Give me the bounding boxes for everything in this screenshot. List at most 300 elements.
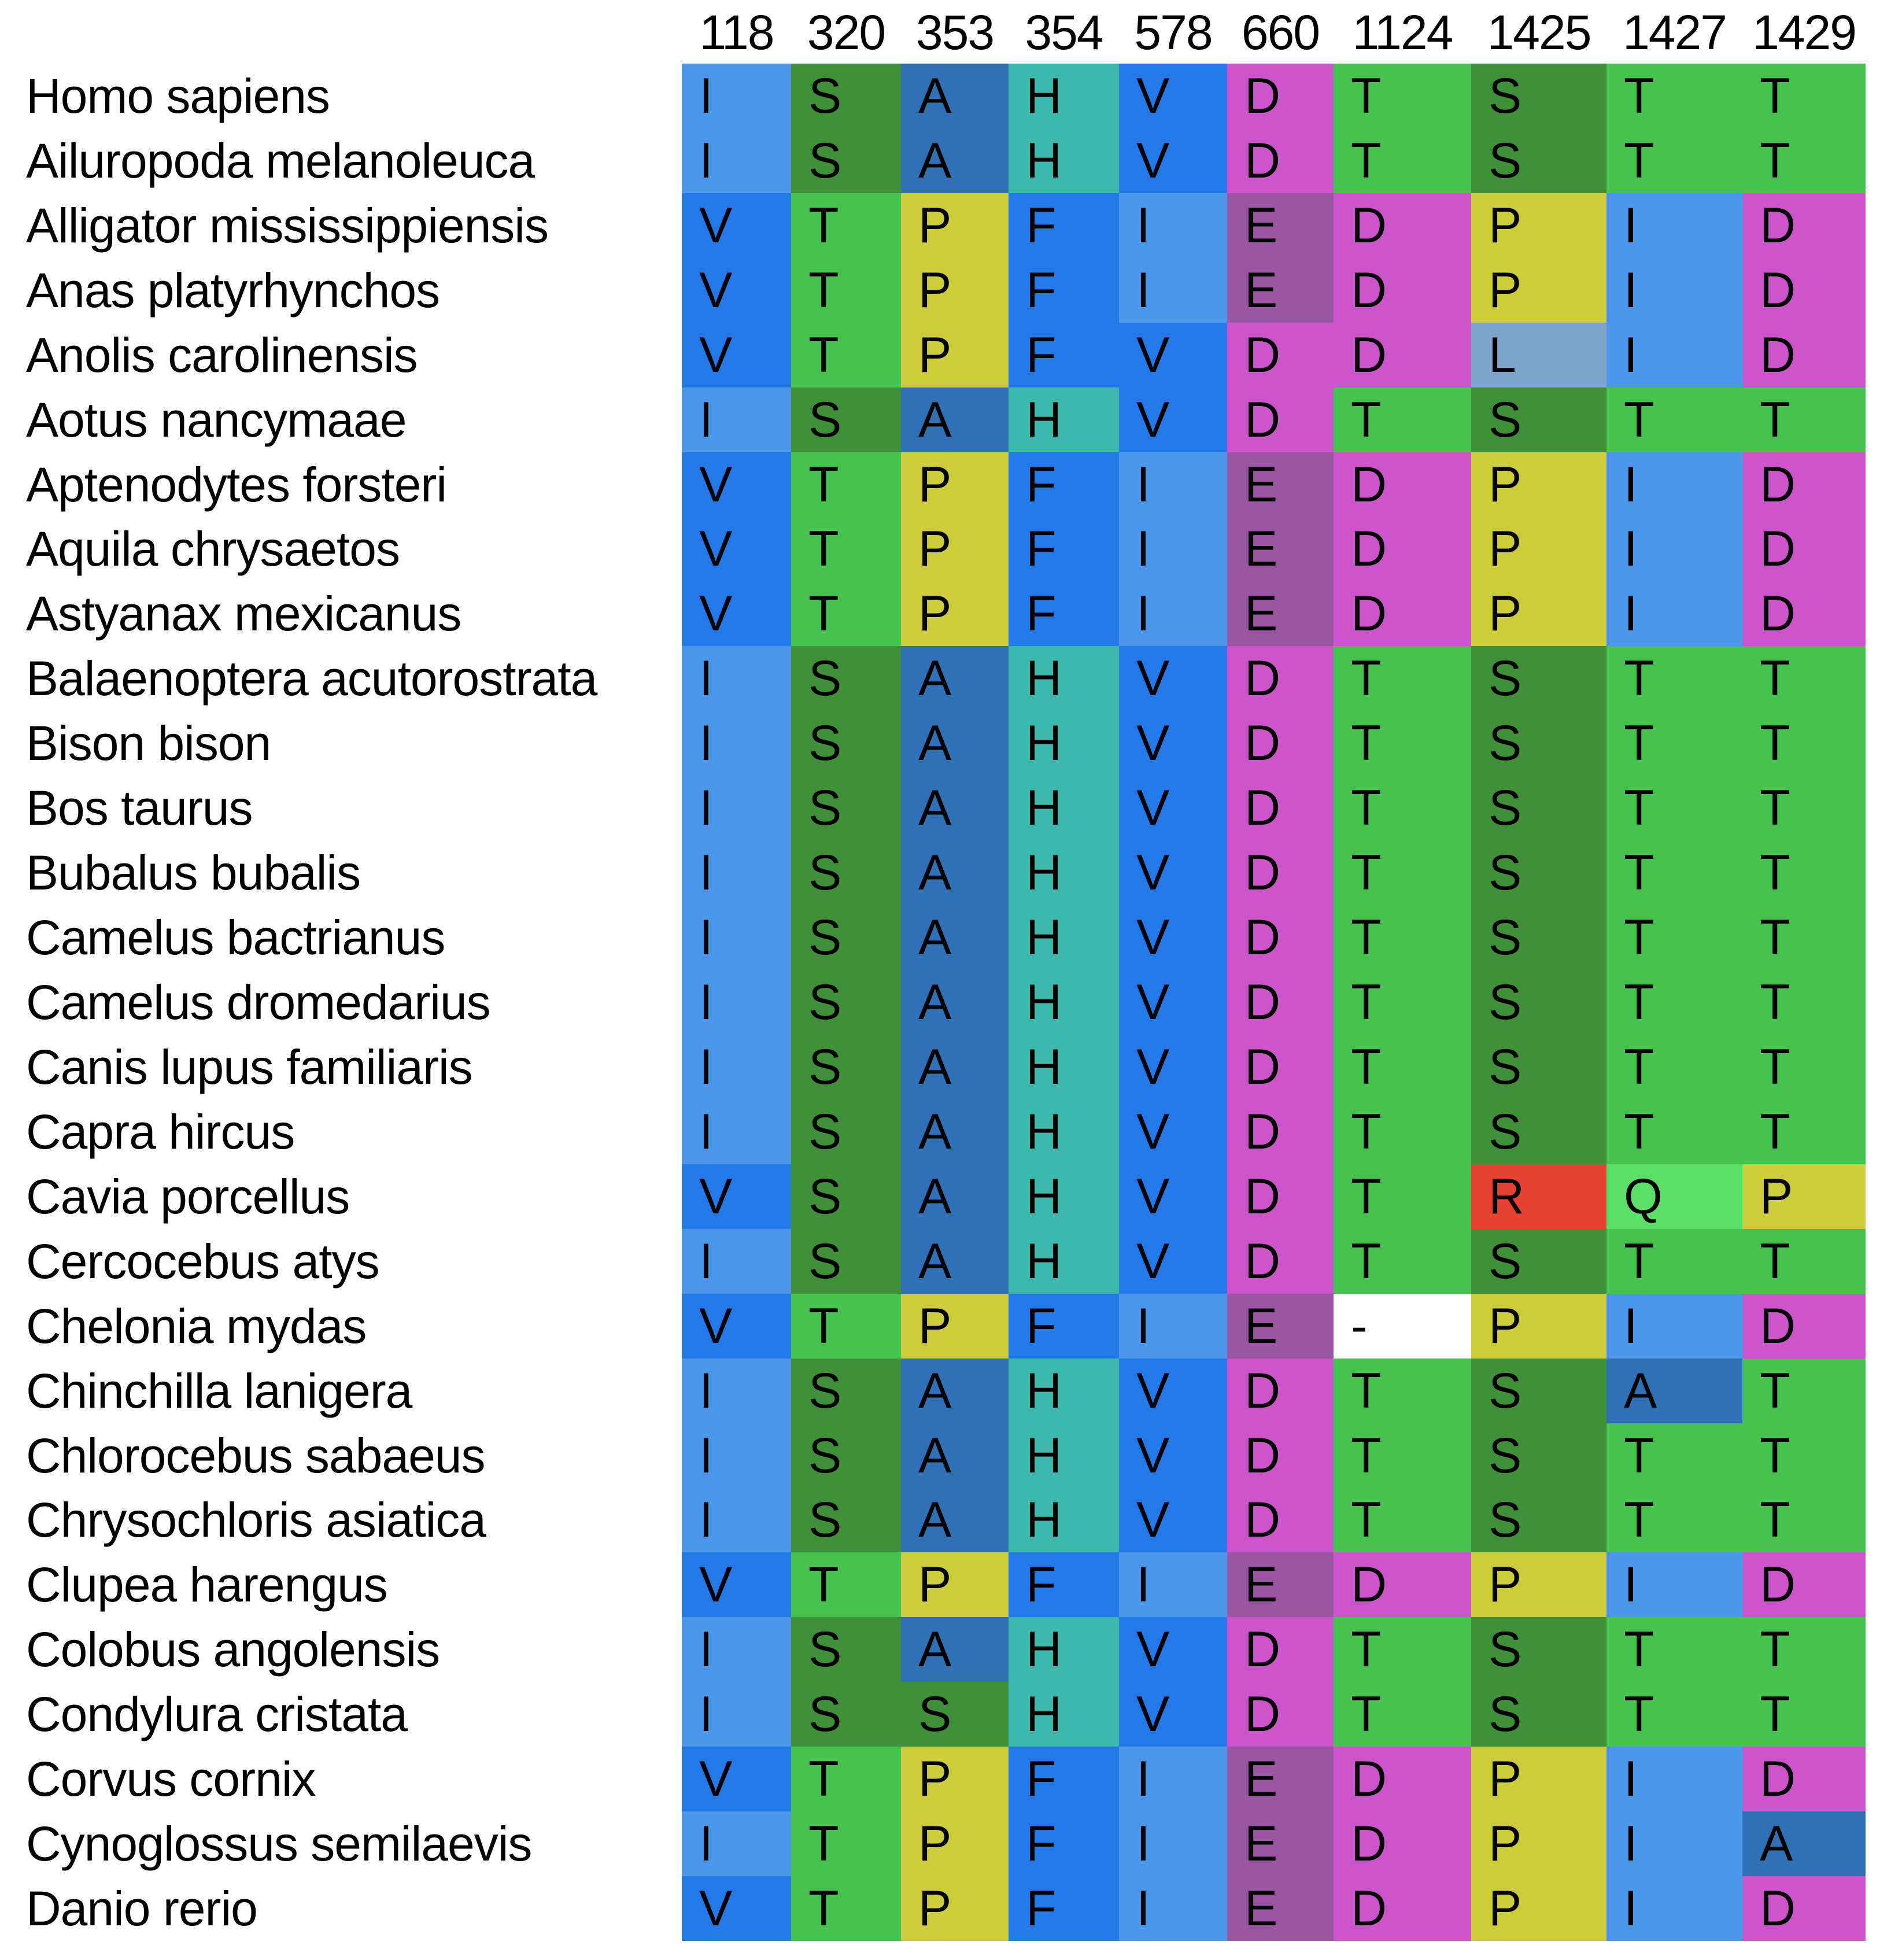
residue-cell: T <box>791 1294 901 1359</box>
residue-cell: A <box>901 1487 1009 1552</box>
residue-cell: T <box>1742 1229 1866 1294</box>
residue-cell: V <box>1119 64 1227 128</box>
residue-cell: A <box>901 1423 1009 1488</box>
position-label: 660 <box>1241 5 1320 60</box>
residue-cell: T <box>1606 1423 1742 1488</box>
residue-cell: V <box>1119 1164 1227 1229</box>
residue-cell: P <box>901 1552 1009 1617</box>
residue-cell: D <box>1227 1487 1334 1552</box>
residue-cell: F <box>1009 581 1119 646</box>
residue-cell: L <box>1471 323 1606 387</box>
species-name: Chrysochloris asiatica <box>26 1493 486 1548</box>
residue-cell: P <box>901 1294 1009 1359</box>
residue-cell: I <box>1606 1552 1742 1617</box>
residue-cell: A <box>901 1229 1009 1294</box>
residue-cell: E <box>1227 258 1334 323</box>
residue-cell: T <box>1742 64 1866 128</box>
residue-cell: T <box>1334 387 1471 452</box>
residue-cell: V <box>1119 128 1227 193</box>
residue-cell: T <box>791 258 901 323</box>
residue-cell: I <box>1606 1747 1742 1811</box>
residue-cell: H <box>1009 387 1119 452</box>
residue-cell: E <box>1227 581 1334 646</box>
residue-cell: P <box>1471 1552 1606 1617</box>
residue-cell: D <box>1334 581 1471 646</box>
residue-cell: D <box>1227 323 1334 387</box>
residue-cell: I <box>682 1682 791 1747</box>
residue-cell: T <box>1742 1359 1866 1423</box>
residue-cell: I <box>1606 323 1742 387</box>
residue-cell: S <box>791 1487 901 1552</box>
residue-cell: A <box>901 387 1009 452</box>
residue-cell: A <box>901 776 1009 840</box>
residue-cell: S <box>1471 1035 1606 1099</box>
residue-cell: I <box>1606 581 1742 646</box>
residue-cell: T <box>1742 1487 1866 1552</box>
position-label: 320 <box>807 5 885 60</box>
species-name: Chinchilla lanigera <box>26 1363 412 1418</box>
residue-cell: T <box>1742 711 1866 776</box>
residue-cell: V <box>1119 1229 1227 1294</box>
residue-cell: T <box>1742 840 1866 905</box>
residue-cell: I <box>1119 1747 1227 1811</box>
residue-cell: P <box>901 452 1009 517</box>
residue-cell: H <box>1009 970 1119 1035</box>
residue-cell: A <box>901 1164 1009 1229</box>
species-name: Homo sapiens <box>26 68 330 123</box>
residue-cell: V <box>1119 905 1227 970</box>
residue-cell: T <box>1606 970 1742 1035</box>
residue-cell: P <box>901 1876 1009 1941</box>
residue-cell: T <box>1334 970 1471 1035</box>
residue-cell: S <box>791 1617 901 1682</box>
residue-cell: T <box>1742 646 1866 711</box>
residue-cell: P <box>1471 1747 1606 1811</box>
residue-cell: S <box>791 1229 901 1294</box>
residue-cell: I <box>1119 1811 1227 1876</box>
residue-cell: V <box>1119 776 1227 840</box>
residue-cell: V <box>682 1164 791 1229</box>
residue-cell: V <box>1119 1682 1227 1747</box>
residue-cell: A <box>901 1099 1009 1164</box>
residue-cell: S <box>1471 646 1606 711</box>
residue-cell: F <box>1009 517 1119 582</box>
residue-cell: D <box>1227 64 1334 128</box>
residue-cell: V <box>1119 1487 1227 1552</box>
residue-cell: S <box>791 128 901 193</box>
species-name: Anolis carolinensis <box>26 327 418 382</box>
residue-cell: T <box>1606 646 1742 711</box>
residue-cell: T <box>1742 1099 1866 1164</box>
residue-cell: I <box>1606 452 1742 517</box>
residue-cell: E <box>1227 193 1334 258</box>
residue-cell: D <box>1334 258 1471 323</box>
residue-cell: V <box>1119 1423 1227 1488</box>
residue-cell: S <box>1471 1229 1606 1294</box>
residue-cell: D <box>1227 776 1334 840</box>
species-name: Balaenoptera acutorostrata <box>26 651 597 706</box>
species-name: Corvus cornix <box>26 1752 316 1807</box>
species-name-column <box>26 64 682 1941</box>
residue-cell: I <box>1119 1294 1227 1359</box>
species-name: Cavia porcellus <box>26 1169 350 1224</box>
residue-cell: F <box>1009 1552 1119 1617</box>
residue-cell: D <box>1742 517 1866 582</box>
residue-cell: T <box>1334 64 1471 128</box>
species-name: Danio rerio <box>26 1881 257 1936</box>
residue-cell: D <box>1742 323 1866 387</box>
residue-cell: E <box>1227 452 1334 517</box>
residue-cell: T <box>1334 1359 1471 1423</box>
residue-cell: T <box>1606 64 1742 128</box>
residue-cell: D <box>1742 581 1866 646</box>
residue-cell: V <box>1119 387 1227 452</box>
position-label: 1425 <box>1487 5 1591 60</box>
residue-cell: H <box>1009 128 1119 193</box>
residue-cell: A <box>901 1035 1009 1099</box>
residue-cell: V <box>682 258 791 323</box>
position-label: 118 <box>699 5 774 60</box>
residue-cell: P <box>1471 452 1606 517</box>
species-name: Condylura cristata <box>26 1687 407 1742</box>
residue-cell: S <box>791 840 901 905</box>
residue-cell: S <box>1471 1423 1606 1488</box>
residue-cell: V <box>1119 1035 1227 1099</box>
position-label: 1427 <box>1623 5 1726 60</box>
residue-cell: P <box>1471 1876 1606 1941</box>
residue-cell: D <box>1742 1876 1866 1941</box>
residue-cell: T <box>791 1811 901 1876</box>
residue-cell: V <box>682 581 791 646</box>
residue-cell: T <box>1606 128 1742 193</box>
species-name: Chelonia mydas <box>26 1298 367 1353</box>
residue-cell: T <box>1742 970 1866 1035</box>
residue-cell: E <box>1227 517 1334 582</box>
residue-cell: T <box>1334 1035 1471 1099</box>
residue-cell: P <box>901 1747 1009 1811</box>
residue-cell: S <box>1471 776 1606 840</box>
species-name: Colobus angolensis <box>26 1622 440 1677</box>
residue-cell: H <box>1009 840 1119 905</box>
residue-cell: D <box>1227 128 1334 193</box>
residue-cell: H <box>1009 1682 1119 1747</box>
residue-cell: D <box>1334 1876 1471 1941</box>
residue-cell: T <box>791 193 901 258</box>
residue-cell: T <box>1742 905 1866 970</box>
residue-cell: P <box>901 323 1009 387</box>
residue-cell: D <box>1227 1164 1334 1229</box>
residue-cell: H <box>1009 1617 1119 1682</box>
residue-cell: T <box>1334 776 1471 840</box>
residue-cell: D <box>1334 1747 1471 1811</box>
residue-cell: I <box>682 1617 791 1682</box>
residue-cell: T <box>1742 1035 1866 1099</box>
residue-cell: D <box>1227 1423 1334 1488</box>
residue-cell: T <box>1606 1035 1742 1099</box>
residue-cell: T <box>1606 776 1742 840</box>
residue-cell: V <box>682 1552 791 1617</box>
residue-cell: T <box>1334 1164 1471 1229</box>
residue-cell: S <box>1471 1359 1606 1423</box>
residue-cell: I <box>1606 517 1742 582</box>
residue-cell: S <box>791 1099 901 1164</box>
residue-cell: I <box>1606 1294 1742 1359</box>
residue-cell: D <box>1227 970 1334 1035</box>
residue-cell: P <box>901 1811 1009 1876</box>
residue-cell: P <box>1471 517 1606 582</box>
residue-cell: P <box>1471 1811 1606 1876</box>
residue-cell: D <box>1334 1811 1471 1876</box>
residue-cell: T <box>1742 1423 1866 1488</box>
species-name: Aquila chrysaetos <box>26 522 400 577</box>
residue-cell: V <box>682 452 791 517</box>
position-label: 354 <box>1025 5 1103 60</box>
residue-cell: T <box>1334 1229 1471 1294</box>
residue-cell: I <box>1606 258 1742 323</box>
residue-cell: A <box>1606 1359 1742 1423</box>
residue-cell: A <box>1742 1811 1866 1876</box>
residue-cell: D <box>1227 711 1334 776</box>
residue-cell: T <box>1606 1099 1742 1164</box>
species-name: Camelus bactrianus <box>26 910 445 965</box>
residue-cell: Q <box>1606 1164 1742 1229</box>
residue-cell: F <box>1009 193 1119 258</box>
residue-cell: T <box>1606 1617 1742 1682</box>
position-label: 578 <box>1134 5 1212 60</box>
position-label: 353 <box>915 5 994 60</box>
species-name: Aptenodytes forsteri <box>26 457 447 512</box>
residue-cell: S <box>1471 387 1606 452</box>
residue-cell: D <box>1227 905 1334 970</box>
residue-cell: E <box>1227 1294 1334 1359</box>
residue-cell: H <box>1009 64 1119 128</box>
residue-cell: S <box>1471 1099 1606 1164</box>
residue-cell: V <box>682 193 791 258</box>
position-header-row <box>682 0 1866 64</box>
residue-cell: - <box>1334 1294 1471 1359</box>
residue-cell: D <box>1742 193 1866 258</box>
residue-cell: A <box>901 128 1009 193</box>
residue-cell: V <box>682 323 791 387</box>
residue-cell: V <box>1119 1617 1227 1682</box>
residue-cell: D <box>1334 517 1471 582</box>
residue-cell: I <box>682 1423 791 1488</box>
residue-cell: F <box>1009 1876 1119 1941</box>
residue-cell: S <box>791 646 901 711</box>
species-name: Clupea harengus <box>26 1557 387 1612</box>
residue-cell: V <box>682 1876 791 1941</box>
residue-cell: D <box>1334 323 1471 387</box>
residue-cell: H <box>1009 1359 1119 1423</box>
residue-cell: D <box>1742 1747 1866 1811</box>
residue-cell: I <box>1119 1552 1227 1617</box>
residue-cell: T <box>1334 1617 1471 1682</box>
residue-cell: T <box>1606 1682 1742 1747</box>
residue-cell: P <box>901 193 1009 258</box>
residue-cell: I <box>682 1099 791 1164</box>
residue-cell: P <box>1742 1164 1866 1229</box>
residue-cell: V <box>1119 711 1227 776</box>
residue-cell: T <box>791 1552 901 1617</box>
residue-cell: I <box>1119 452 1227 517</box>
residue-cell: S <box>1471 905 1606 970</box>
residue-cell: P <box>901 517 1009 582</box>
residue-cell: H <box>1009 646 1119 711</box>
residue-cell: I <box>1606 1876 1742 1941</box>
species-name: Alligator mississippiensis <box>26 198 548 253</box>
position-label: 1429 <box>1752 5 1856 60</box>
residue-cell: S <box>1471 970 1606 1035</box>
residue-cell: T <box>1742 1617 1866 1682</box>
residue-cell: S <box>791 711 901 776</box>
residue-cell: H <box>1009 1035 1119 1099</box>
residue-cell: S <box>1471 64 1606 128</box>
species-name: Camelus dromedarius <box>26 975 490 1029</box>
residue-cell: V <box>1119 646 1227 711</box>
residue-cell: S <box>791 1035 901 1099</box>
residue-cell: E <box>1227 1811 1334 1876</box>
residue-cell: T <box>791 1876 901 1941</box>
residue-cell: S <box>791 1682 901 1747</box>
residue-cell: A <box>901 840 1009 905</box>
residue-cell: F <box>1009 452 1119 517</box>
residue-cell: I <box>682 905 791 970</box>
residue-cell: T <box>1606 840 1742 905</box>
residue-cell: I <box>682 64 791 128</box>
residue-cell: S <box>791 905 901 970</box>
residue-cell: A <box>901 711 1009 776</box>
residue-cell: D <box>1227 1617 1334 1682</box>
residue-cell: I <box>682 1359 791 1423</box>
residue-cell: T <box>1334 1423 1471 1488</box>
residue-cell: I <box>682 1035 791 1099</box>
residue-cell: A <box>901 1617 1009 1682</box>
residue-cell: T <box>791 517 901 582</box>
residue-cell: F <box>1009 1747 1119 1811</box>
residue-cell: S <box>901 1682 1009 1747</box>
residue-cell: D <box>1227 1035 1334 1099</box>
residue-cell: T <box>1334 840 1471 905</box>
residue-cell: H <box>1009 1164 1119 1229</box>
residue-cell: I <box>682 646 791 711</box>
residue-cell: V <box>682 517 791 582</box>
residue-cell: A <box>901 646 1009 711</box>
residue-cell: E <box>1227 1552 1334 1617</box>
residue-cell: V <box>1119 323 1227 387</box>
residue-cell: S <box>1471 1617 1606 1682</box>
residue-cell: H <box>1009 711 1119 776</box>
species-name: Astyanax mexicanus <box>26 586 461 641</box>
residue-cell: I <box>1119 517 1227 582</box>
residue-cell: I <box>1119 1876 1227 1941</box>
residue-cell: D <box>1227 1359 1334 1423</box>
residue-cell: T <box>791 452 901 517</box>
species-name: Anas platyrhynchos <box>26 263 440 318</box>
residue-cell: T <box>1334 711 1471 776</box>
species-name: Cercocebus atys <box>26 1234 379 1289</box>
species-name: Canis lupus familiaris <box>26 1039 472 1094</box>
residue-cell: I <box>682 387 791 452</box>
residue-cell: D <box>1227 1099 1334 1164</box>
position-label: 1124 <box>1352 5 1453 60</box>
residue-cell: D <box>1227 387 1334 452</box>
residue-cell: T <box>791 581 901 646</box>
residue-cell: D <box>1742 1294 1866 1359</box>
residue-cell: H <box>1009 1487 1119 1552</box>
residue-cell: T <box>1334 128 1471 193</box>
residue-cell: T <box>1334 1682 1471 1747</box>
residue-cell: I <box>1119 193 1227 258</box>
residue-cell: F <box>1009 1294 1119 1359</box>
residue-cell: A <box>901 970 1009 1035</box>
residue-cell: S <box>1471 1487 1606 1552</box>
residue-cell: S <box>791 1164 901 1229</box>
residue-cell: S <box>791 387 901 452</box>
residue-cell: D <box>1334 193 1471 258</box>
residue-cell: H <box>1009 1423 1119 1488</box>
residue-cell: D <box>1227 840 1334 905</box>
residue-cell: A <box>901 1359 1009 1423</box>
residue-cell: I <box>682 840 791 905</box>
residue-cell: T <box>791 1747 901 1811</box>
residue-cell: I <box>1606 193 1742 258</box>
residue-cell: I <box>682 1811 791 1876</box>
residue-cell: S <box>791 776 901 840</box>
species-name: Capra hircus <box>26 1104 295 1159</box>
residue-cell: T <box>1742 776 1866 840</box>
residue-cell: D <box>1742 258 1866 323</box>
residue-cell: T <box>1334 646 1471 711</box>
residue-cell: D <box>1742 1552 1866 1617</box>
residue-cell: P <box>1471 1294 1606 1359</box>
residue-cell: S <box>1471 840 1606 905</box>
residue-cell: T <box>1742 1682 1866 1747</box>
residue-cell: I <box>682 128 791 193</box>
residue-cell: H <box>1009 776 1119 840</box>
residue-cell: P <box>1471 581 1606 646</box>
residue-cell: P <box>901 581 1009 646</box>
residue-cell: P <box>1471 193 1606 258</box>
species-name: Ailuropoda melanoleuca <box>26 133 535 188</box>
residue-cell: V <box>1119 1099 1227 1164</box>
residue-cell: D <box>1334 452 1471 517</box>
residue-cell: H <box>1009 905 1119 970</box>
residue-cell: T <box>1334 905 1471 970</box>
species-name: Bubalus bubalis <box>26 846 361 900</box>
species-name: Chlorocebus sabaeus <box>26 1428 485 1483</box>
residue-cell: H <box>1009 1099 1119 1164</box>
residue-cell: I <box>682 1487 791 1552</box>
residue-cell: T <box>1742 128 1866 193</box>
residue-cell: S <box>1471 1682 1606 1747</box>
residue-cell: I <box>1119 581 1227 646</box>
residue-cell: D <box>1334 1552 1471 1617</box>
residue-cell: S <box>791 970 901 1035</box>
residue-cell: S <box>791 64 901 128</box>
residue-cell: S <box>1471 128 1606 193</box>
species-name: Bison bison <box>26 716 271 771</box>
residue-cell: P <box>1471 258 1606 323</box>
residue-cell: V <box>1119 1359 1227 1423</box>
residue-cell: E <box>1227 1876 1334 1941</box>
residue-cell: T <box>1606 711 1742 776</box>
residue-cell: F <box>1009 1811 1119 1876</box>
residue-cell: E <box>1227 1747 1334 1811</box>
residue-cell: D <box>1227 1682 1334 1747</box>
residue-cell: H <box>1009 1229 1119 1294</box>
residue-cell: F <box>1009 323 1119 387</box>
residue-cell: I <box>682 970 791 1035</box>
